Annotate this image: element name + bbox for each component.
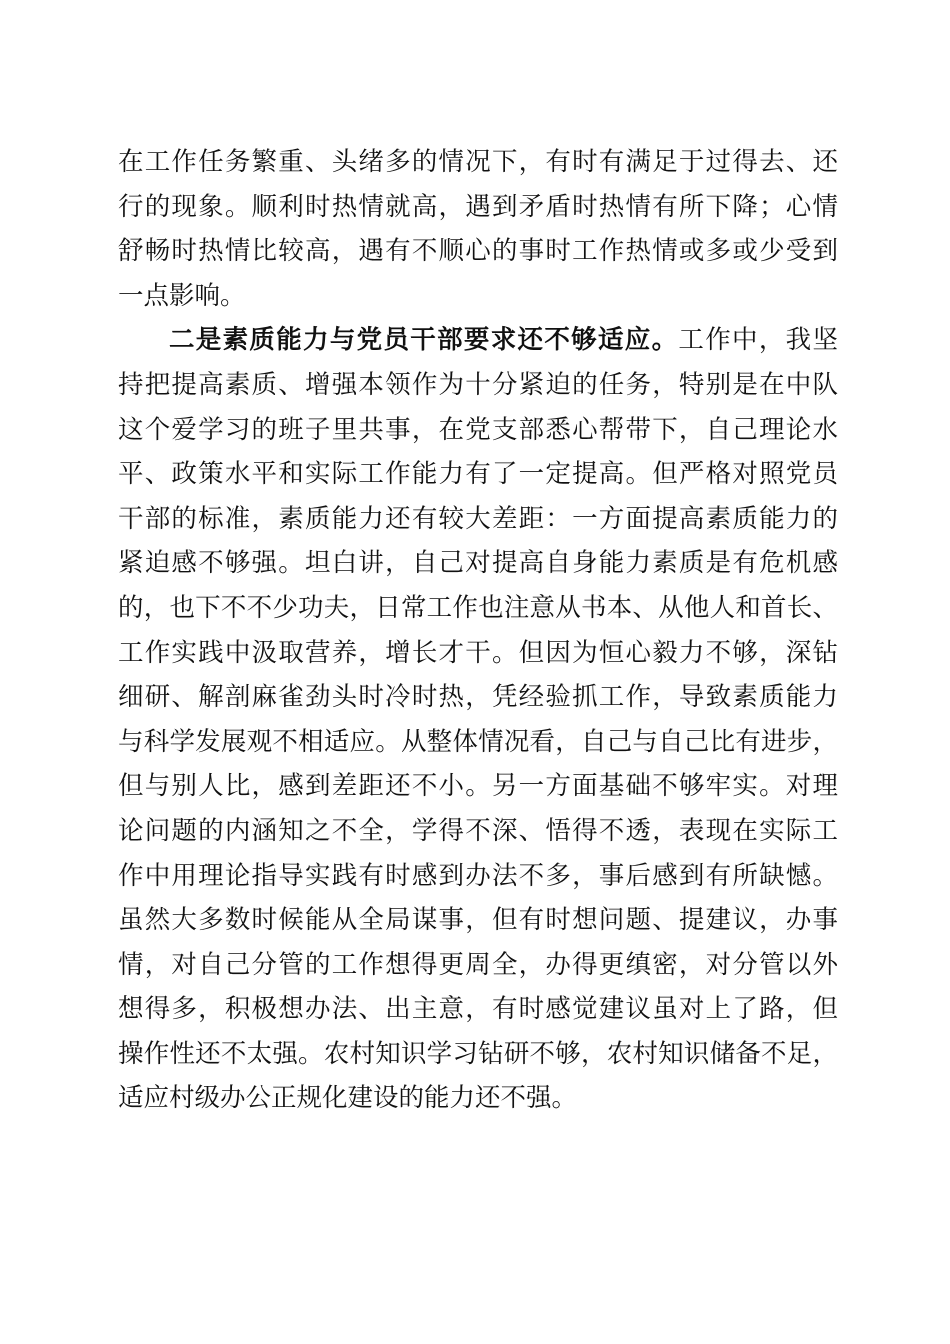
text-line: 虽然大多数时候能从全局谋事，但有时想问题、提建议，办事 [118,905,838,936]
heading-continuation: 工作中，我坚 [678,325,838,356]
text-line: 持把提高素质、增强本领作为十分紧迫的任务，特别是在中队 [118,369,838,400]
text-line: 论问题的内涵知之不全，学得不深、悟得不透，表现在实际工 [118,815,838,846]
text-line: 平、政策水平和实际工作能力有了一定提高。但严格对照党员 [118,459,838,490]
text-line: 这个爱学习的班子里共事，在党支部悉心帮带下，自己理论水 [118,414,838,445]
text-line: 作中用理论指导实践有时感到办法不多，事后感到有所缺憾。 [118,860,838,891]
text-line: 适应村级办公正规化建设的能力还不强。 [118,1083,578,1114]
text-line: 行的现象。顺利时热情就高，遇到矛盾时热情有所下降；心情 [118,191,838,222]
text-line: 紧迫感不够强。坦白讲，自己对提高自身能力素质是有危机感 [118,548,838,579]
text-line: 但与别人比，感到差距还不小。另一方面基础不够牢实。对理 [118,771,838,802]
text-line: 在工作任务繁重、头绪多的情况下，有时有满足于过得去、还 [118,147,838,177]
text-line: 想得多，积极想办法、出主意，有时感觉建议虽对上了路，但 [118,994,838,1025]
text-line: 操作性还不太强。农村知识学习钻研不够，农村知识储备不足， [118,1038,838,1069]
text-line [118,318,838,363]
text-line: 工作实践中汲取营养，增长才干。但因为恒心毅力不够，深钻 [118,637,838,668]
text-line: 的，也下不不少功夫，日常工作也注意从书本、从他人和首长、 [118,592,838,623]
text-line: 舒畅时热情比较高，遇有不顺心的事时工作热情或多或少受到 [118,236,838,267]
text-line: 情，对自己分管的工作想得更周全，办得更缜密，对分管以外 [118,949,838,980]
text-line: 干部的标准，素质能力还有较大差距：一方面提高素质能力的 [118,503,838,534]
text-line: 一点影响。 [118,280,246,311]
paragraph-1 [118,140,838,318]
body-text [118,140,838,1121]
paragraph-heading: 二是素质能力与党员干部要求还不够适应。 [169,325,679,356]
text-line: 与科学发展观不相适应。从整体情况看，自己与自己比有进步， [118,726,838,757]
text-line: 细研、解剖麻雀劲头时冷时热，凭经验抓工作，导致素质能力 [118,682,838,713]
paragraph-2 [118,318,838,1121]
